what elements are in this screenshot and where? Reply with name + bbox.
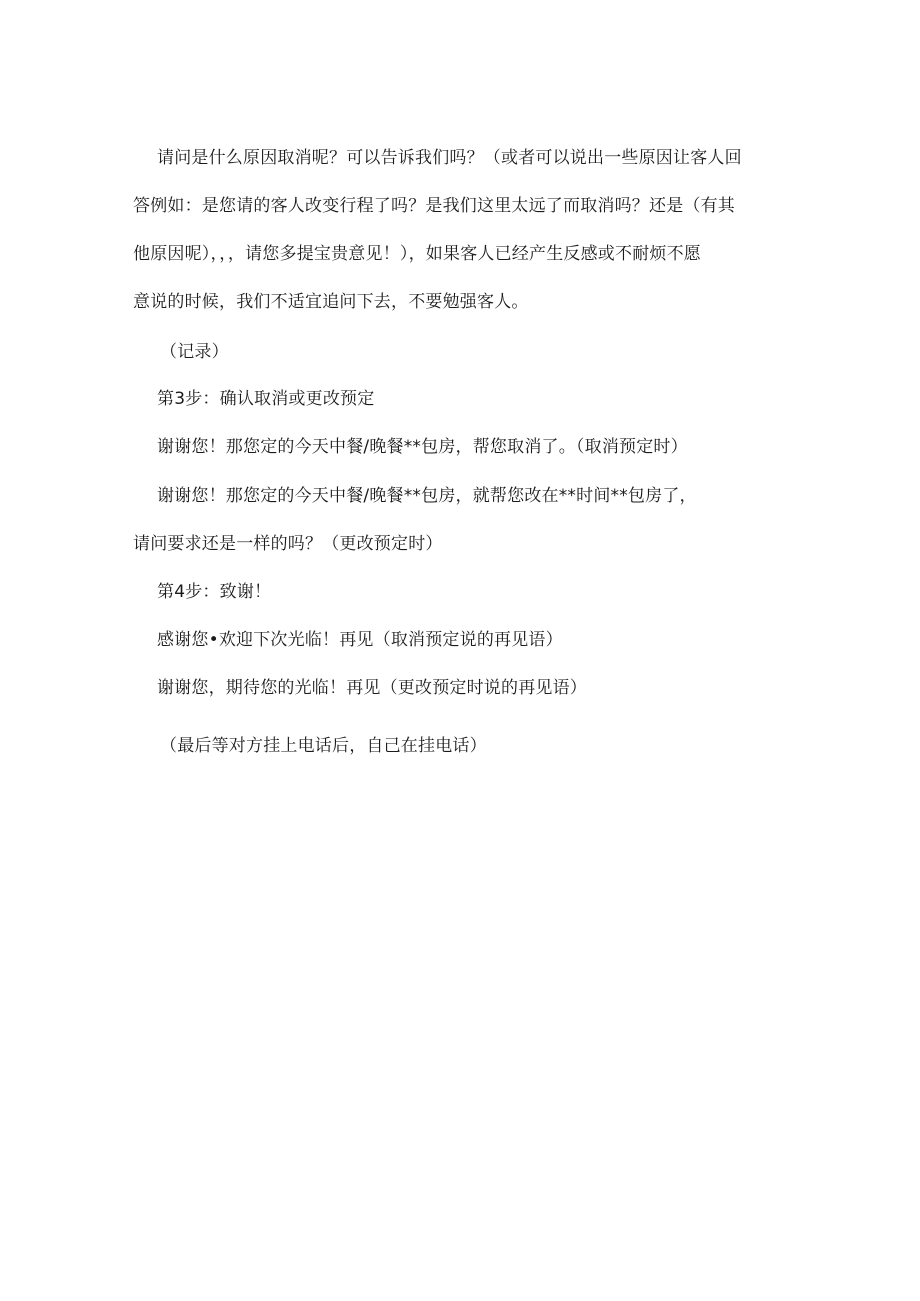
reason-paragraph-line-1: 请问是什么原因取消呢？可以告诉我们吗？（或者可以说出一些原因让客人回	[157, 148, 742, 168]
step4-thanks-change: 谢谢您，期待您的光临！再见（更改预定时说的再见语）	[157, 678, 587, 698]
step3-change-line-1: 谢谢您！那您定的今天中餐/晚餐**包房，就帮您改在**时间**包房了，	[157, 486, 697, 506]
closing-note: （最后等对方挂上电话后，自己在挂电话）	[160, 736, 487, 756]
step3-cancel-line: 谢谢您！那您定的今天中餐/晚餐**包房，帮您取消了。（取消预定时）	[157, 437, 688, 457]
record-note: （记录）	[160, 342, 229, 362]
reason-paragraph-line-3: 他原因呢），，，请您多提宝贵意见！），如果客人已经产生反感或不耐烦不愿	[133, 244, 701, 264]
step3-heading: 第3步：确认取消或更改预定	[157, 389, 375, 409]
step3-change-line-2: 请问要求还是一样的吗？（更改预定时）	[133, 534, 443, 554]
step4-heading: 第4步：致谢！	[157, 582, 272, 602]
reason-paragraph-line-2: 答例如：是您请的客人改变行程了吗？是我们这里太远了而取消吗？还是（有其	[133, 196, 735, 216]
step4-thanks-cancel: 感谢您•欢迎下次光临！再见（取消预定说的再见语）	[157, 630, 563, 650]
reason-paragraph-line-4: 意说的时候，我们不适宜追问下去，不要勉强客人。	[133, 292, 529, 312]
